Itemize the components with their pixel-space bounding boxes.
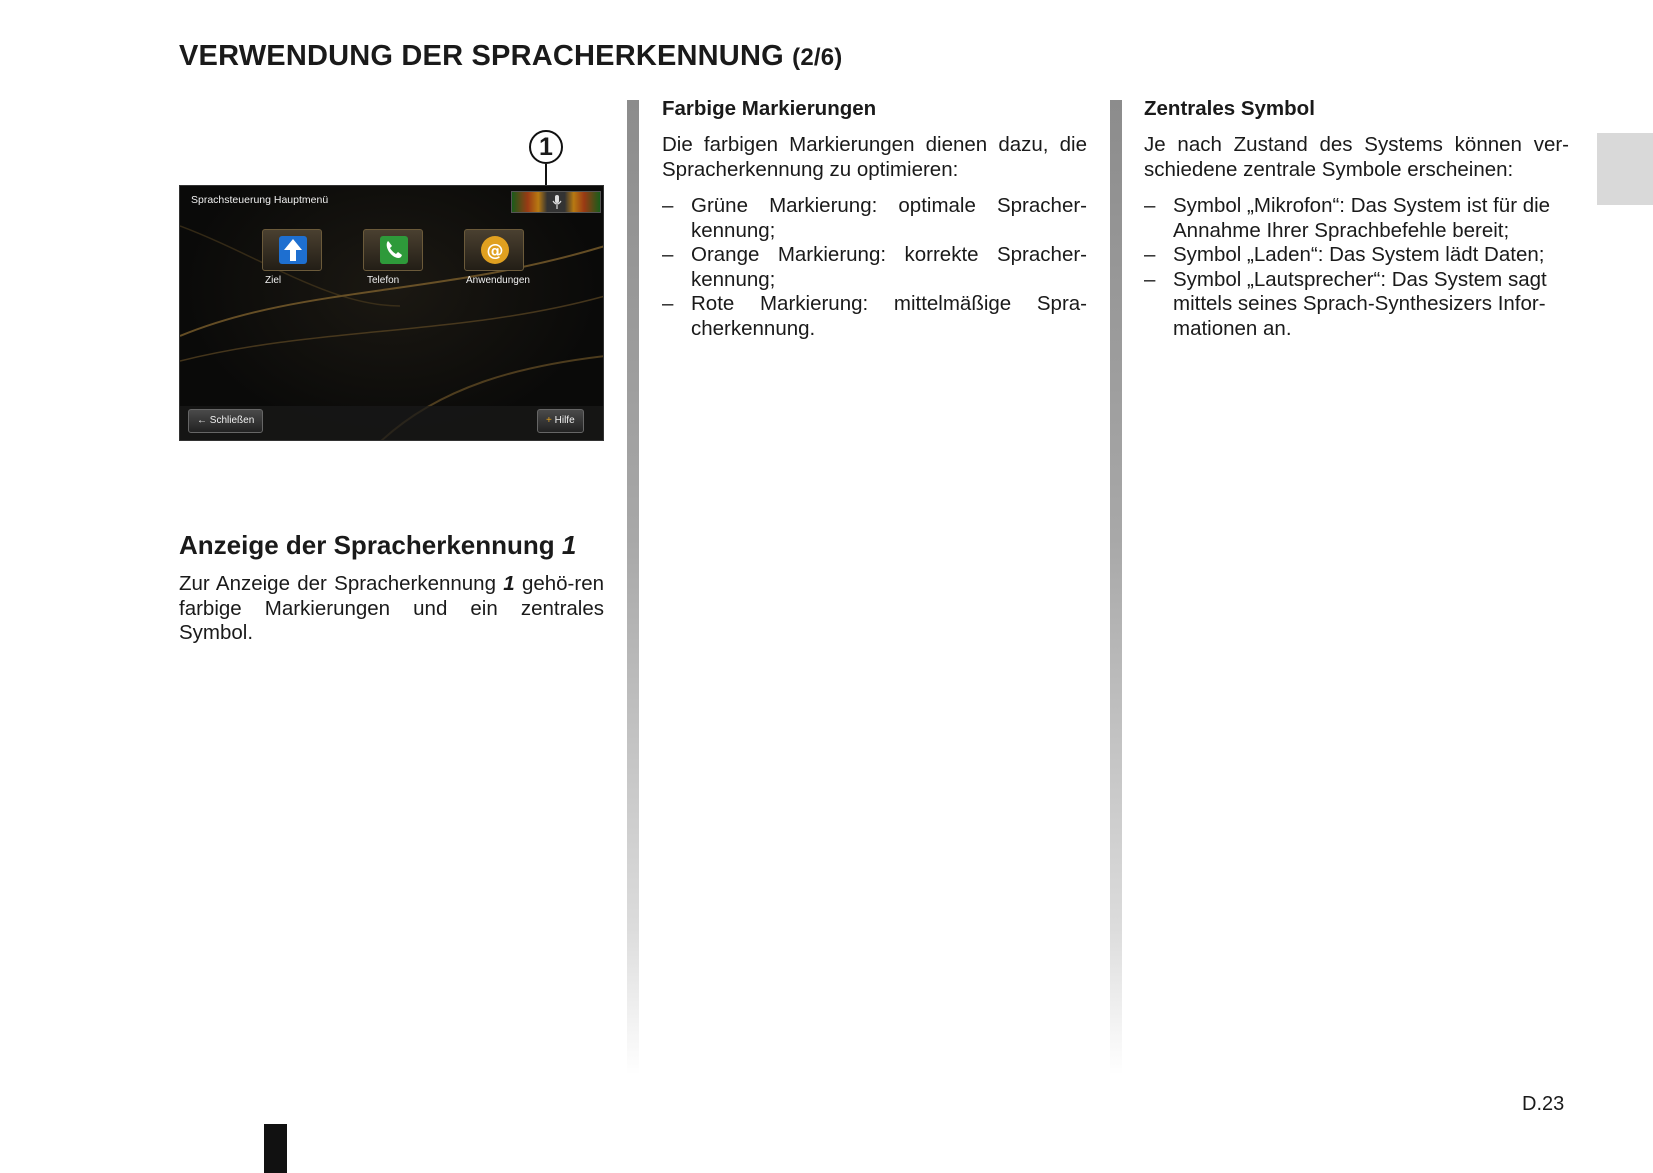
symbol-list: [1144, 194, 1569, 341]
navigation-arrow-icon: [279, 236, 307, 264]
marker-list: [662, 194, 1087, 341]
list-item-text: Symbol „Mikrofon“: Das System ist für die Annahme Ihrer Sprachbefehle bereit;: [1173, 194, 1551, 242]
tile-label-ziel: Ziel: [265, 275, 282, 286]
tile-anwendungen[interactable]: [464, 229, 524, 271]
list-item: [662, 243, 1087, 292]
list-item: [662, 194, 1087, 243]
section-heading: Zentrales Symbol: [1144, 97, 1315, 120]
list-item-text: Symbol „Laden“: Das System lädt Daten;: [1173, 243, 1545, 266]
title-part: (2/6): [792, 44, 843, 71]
tile-telefon[interactable]: [363, 229, 423, 271]
tile-label-anwendungen: Anwendungen: [466, 275, 530, 286]
list-dash: –: [1144, 194, 1156, 217]
heading-number: 1: [561, 530, 577, 560]
section-zentrales-symbol: [1144, 97, 1569, 341]
help-label: Hilfe: [554, 415, 575, 426]
list-dash: –: [662, 292, 674, 315]
list-dash: –: [1144, 267, 1156, 291]
tile-ziel[interactable]: [262, 229, 322, 271]
close-label: Schließen: [209, 415, 255, 426]
voice-menu-screenshot: [179, 185, 604, 441]
list-item: [1144, 268, 1569, 342]
section-anzeige: [179, 530, 604, 658]
list-item-text: Symbol „Lautsprecher“: Das System sagt mittels seines Sprach-Synthesizers Infor-mationen an.: [1173, 267, 1547, 340]
tile-label-telefon: Telefon: [367, 275, 400, 286]
paragraph-text-b: gehö-ren farbige Markierungen und ein zentrales Symbol.: [179, 572, 605, 644]
phone-icon: [380, 236, 408, 264]
section-farbige-markierungen: [662, 97, 1087, 341]
page-title: [179, 40, 842, 73]
close-button[interactable]: [188, 409, 263, 433]
heading-text: Anzeige der Spracherkennung: [179, 530, 555, 560]
list-item: [662, 292, 1087, 341]
list-item: [1144, 194, 1569, 243]
paragraph-text-a: Zur Anzeige der Spracherkennung: [179, 572, 504, 595]
list-item-text: Grüne Markierung: optimale Spracher-kennung;: [691, 194, 1087, 242]
plus-icon: +: [546, 415, 552, 426]
paragraph-number: 1: [503, 572, 515, 595]
screen-title: Sprachsteuerung Hauptmenü: [191, 194, 329, 206]
column-divider-2: [1110, 100, 1122, 1075]
list-dash: –: [662, 194, 674, 217]
section-heading: [179, 530, 604, 560]
title-text: VERWENDUNG DER SPRACHERKENNUNG: [179, 40, 784, 72]
back-arrow-icon: ←: [197, 415, 207, 426]
edge-marker: [264, 1124, 287, 1173]
microphone-icon: [551, 195, 563, 209]
voice-recognition-indicator: [511, 191, 601, 213]
section-intro: Je nach Zustand des Systems können ver-schiedene zentrale Symbole erscheinen:: [1144, 133, 1569, 181]
list-item-text: Orange Markierung: korrekte Spracher-kennung;: [691, 243, 1087, 291]
svg-text:@: @: [486, 241, 504, 261]
list-dash: –: [1144, 243, 1156, 266]
list-item-text: Rote Markierung: mittelmäßige Spra-cherkennung.: [691, 292, 1087, 340]
column-divider-1: [627, 100, 639, 1075]
callout-marker: 1: [529, 130, 563, 164]
section-intro: Die farbigen Markierungen dienen dazu, die Spracherkennung zu optimieren:: [662, 133, 1087, 181]
list-dash: –: [662, 243, 674, 266]
help-button[interactable]: [537, 409, 584, 433]
page-number: D.23: [1522, 1093, 1565, 1115]
section-heading: Farbige Markierungen: [662, 97, 877, 120]
background-swirl: [180, 186, 604, 441]
list-item: [1144, 243, 1569, 268]
section-paragraph: [179, 572, 604, 646]
at-sign-icon: [481, 236, 509, 264]
chapter-tab: [1597, 133, 1653, 205]
